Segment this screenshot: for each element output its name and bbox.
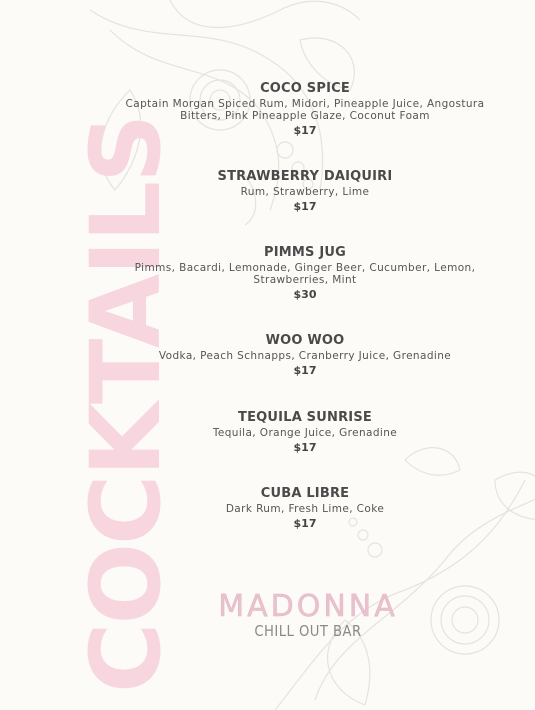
logo-subtitle: CHILL OUT BAR (254, 622, 362, 640)
item-price: $17 (293, 517, 317, 530)
item-description: Vodka, Peach Schnapps, Cranberry Juice, Grenadine (158, 350, 452, 362)
logo-wordmark: MADONNA (218, 589, 398, 624)
item-description: Dark Rum, Fresh Lime, Coke (225, 503, 385, 515)
menu-item (125, 80, 485, 168)
item-name: TEQUILA SUNRISE (238, 410, 372, 425)
item-price: $17 (293, 364, 317, 377)
item-description: Pimms, Bacardi, Lemonade, Ginger Beer, Cucumber, Lemon, Strawberries, Mint (134, 262, 476, 286)
item-description: Tequila, Orange Juice, Grenadine (212, 427, 398, 439)
item-name: WOO WOO (265, 333, 345, 348)
item-price: $17 (293, 200, 317, 213)
menu-item (125, 409, 485, 485)
item-name: COCO SPICE (260, 81, 350, 96)
bar-logo (218, 590, 398, 640)
item-name: STRAWBERRY DAIQUIRI (217, 169, 393, 184)
menu-item (125, 332, 485, 409)
menu-item (125, 244, 485, 332)
item-name: PIMMS JUG (264, 245, 346, 260)
cocktail-menu (125, 80, 485, 531)
menu-item (125, 485, 485, 531)
item-name: CUBA LIBRE (260, 486, 350, 501)
item-description: Rum, Strawberry, Lime (240, 186, 370, 198)
side-title: COCKTAILS (70, 115, 182, 693)
item-description: Captain Morgan Spiced Rum, Midori, Pineapple Juice, Angostura Bitters, Pink Pineapple Glaze, Coconut Foam (125, 98, 485, 122)
menu-item (125, 168, 485, 244)
item-price: $17 (293, 441, 317, 454)
item-price: $17 (293, 124, 317, 137)
item-price: $30 (293, 288, 317, 301)
